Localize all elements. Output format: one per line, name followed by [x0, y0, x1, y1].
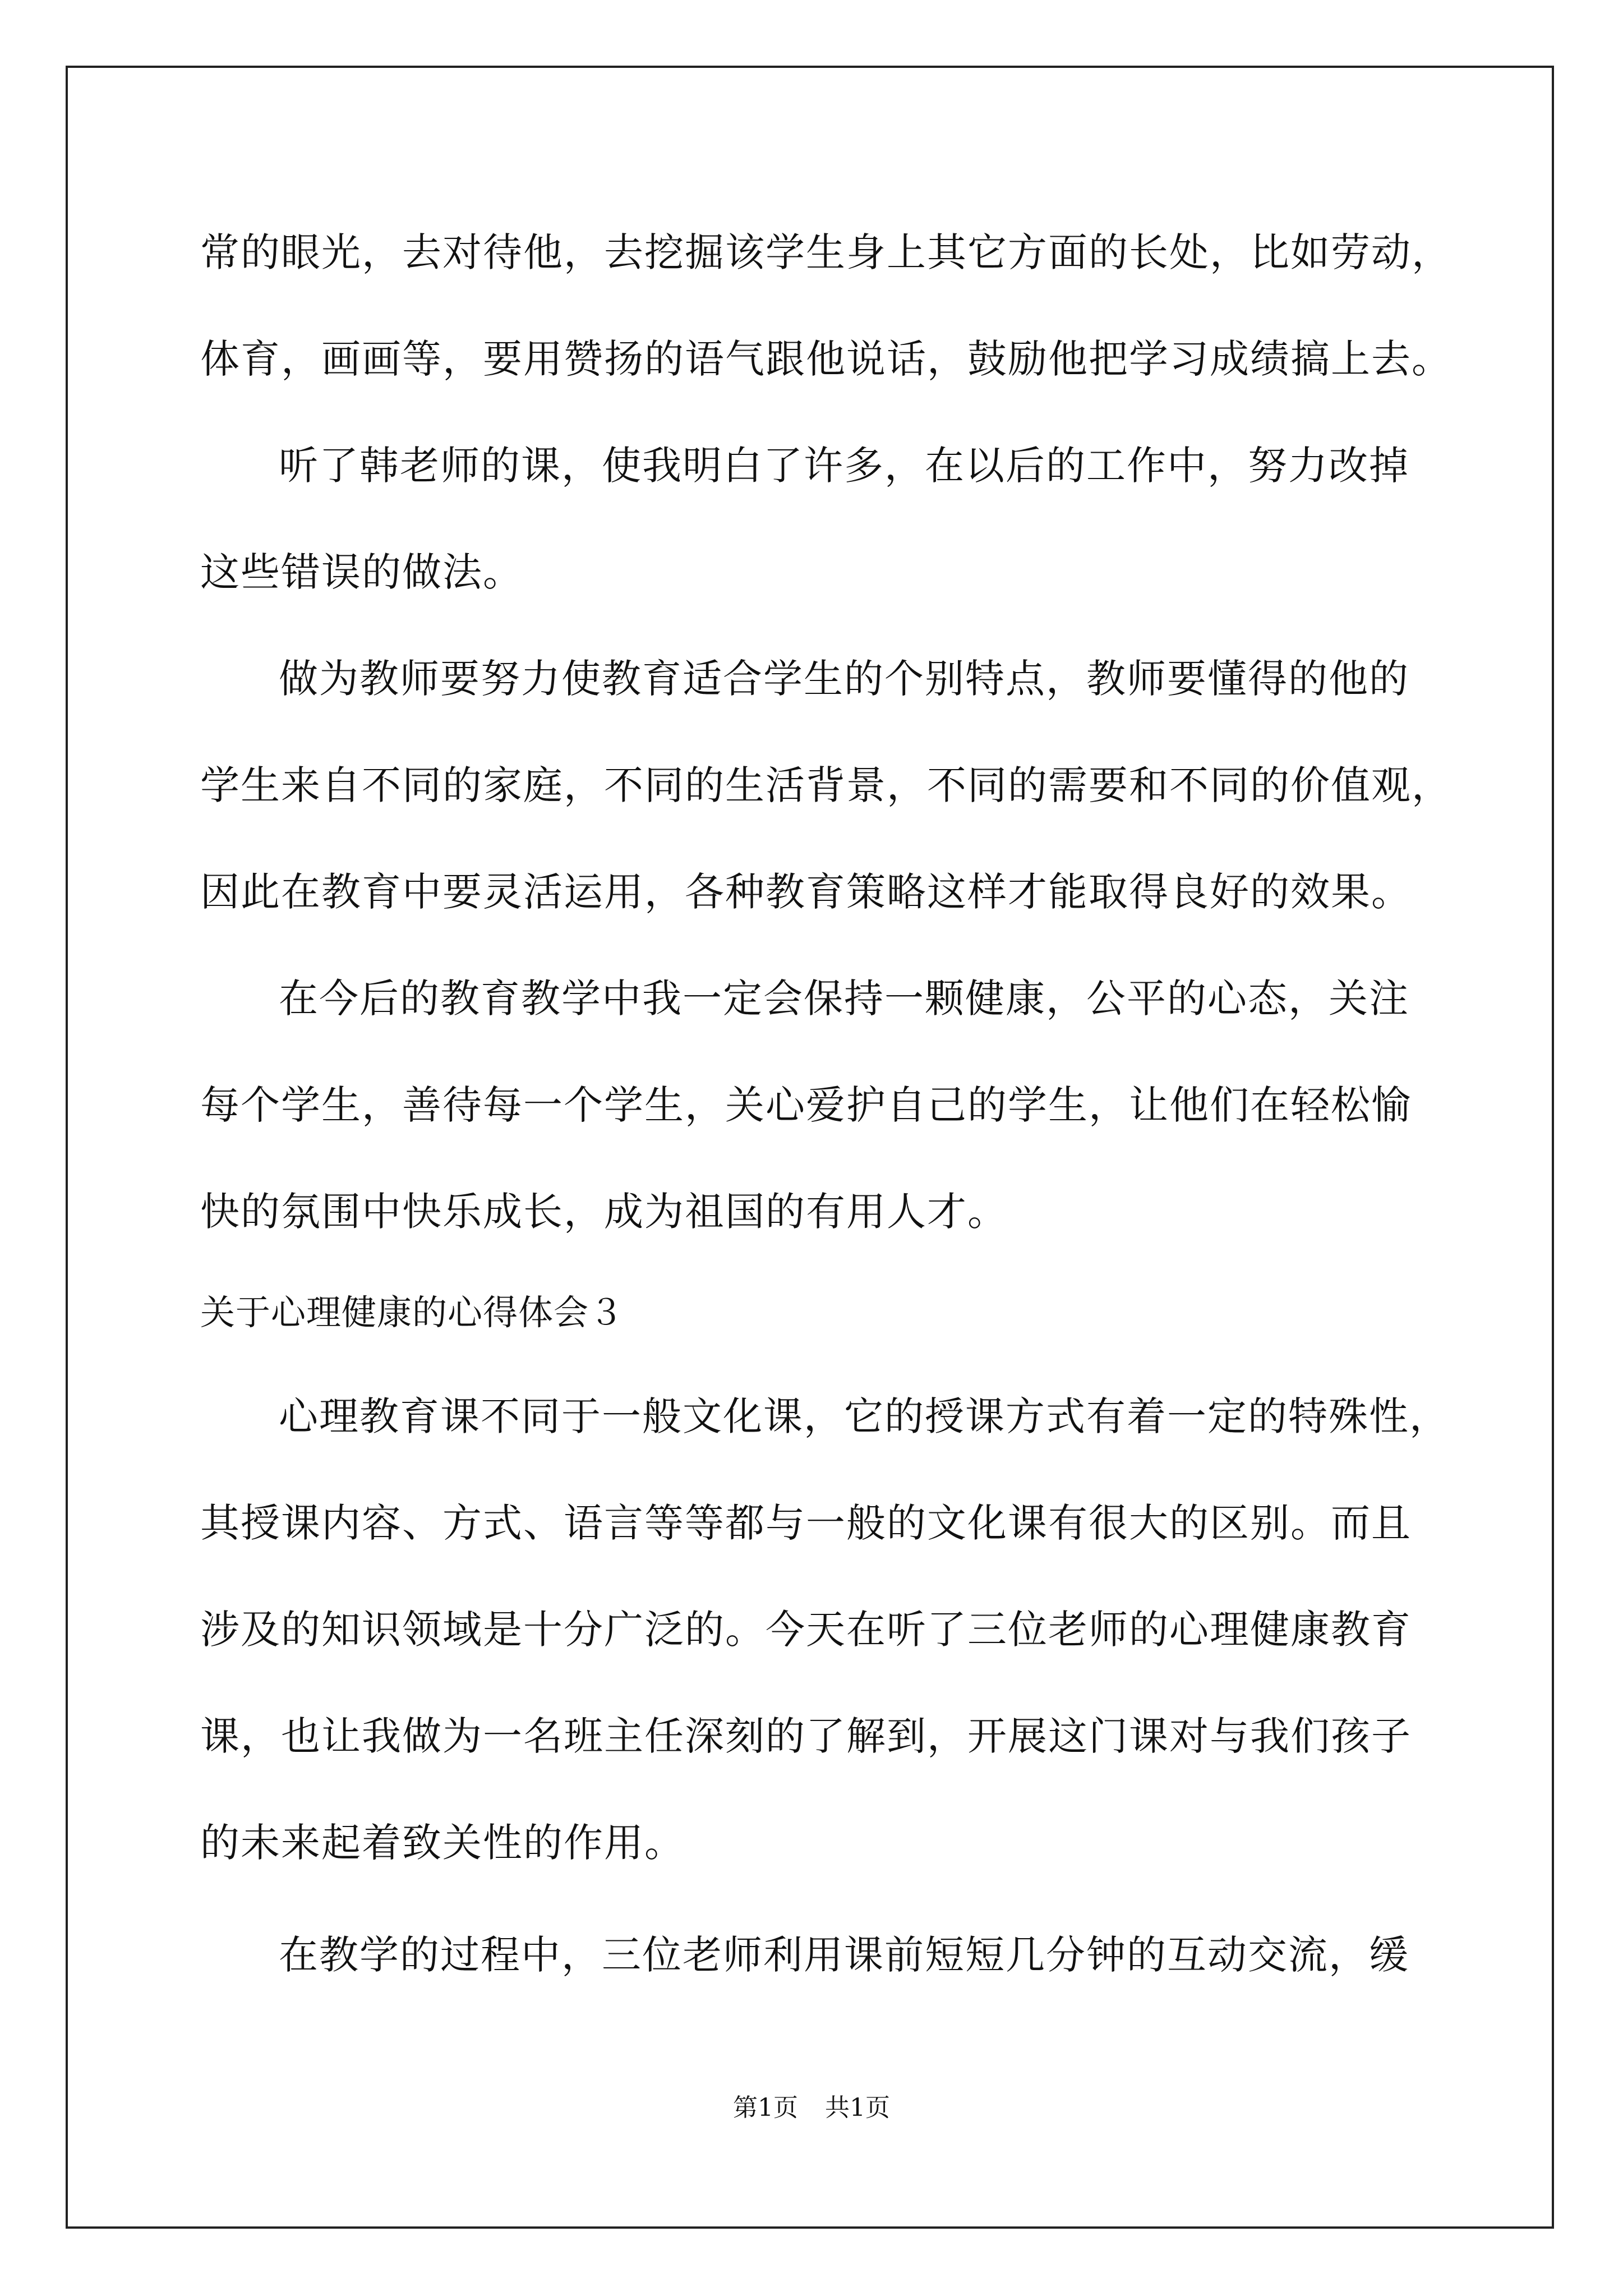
paragraph-line: 因此在教育中要灵活运用，各种教育策略这样才能取得良好的效果。	[200, 869, 1412, 915]
paragraph-line: 做为教师要努力使教育适合学生的个别特点，教师要懂得的他的	[279, 656, 1409, 702]
paragraph-line: 的未来起着致关性的作用。	[200, 1820, 685, 1866]
paragraph-line: 体育，画画等，要用赞扬的语气跟他说话，鼓励他把学习成绩搞上去。	[200, 336, 1452, 382]
page-border	[66, 66, 1554, 2229]
paragraph-line: 其授课内容、方式、语言等等都与一般的文化课有很大的区别。而且	[200, 1500, 1412, 1546]
paragraph-line: 涉及的知识领域是十分广泛的。今天在听了三位老师的心理健康教育	[200, 1607, 1412, 1653]
paragraph-line: 课，也让我做为一名班主任深刻的了解到，开展这门课对与我们孩子	[200, 1713, 1412, 1759]
paragraph-line: 在今后的教育教学中我一定会保持一颗健康，公平的心态，关注	[279, 976, 1409, 1022]
page-footer	[0, 2091, 1623, 2125]
paragraph-line: 常的眼光，去对待他，去挖掘该学生身上其它方面的长处，比如劳动，	[200, 229, 1452, 275]
paragraph-line: 每个学生，善待每一个学生，关心爱护自己的学生，让他们在轻松愉	[200, 1082, 1412, 1128]
page-number-total: 共1页	[825, 2093, 890, 2122]
paragraph-line: 心理教育课不同于一般文化课，它的授课方式有着一定的特殊性，	[279, 1393, 1450, 1439]
page-number-current: 第1页	[733, 2093, 798, 2122]
paragraph-line: 这些错误的做法。	[200, 549, 523, 595]
paragraph-line: 听了韩老师的课，使我明白了许多，在以后的工作中，努力改掉	[279, 443, 1409, 489]
paragraph-line: 学生来自不同的家庭，不同的生活背景，不同的需要和不同的价值观，	[200, 762, 1452, 808]
paragraph-line: 快的氛围中快乐成长，成为祖国的有用人才。	[200, 1189, 1008, 1235]
paragraph-line: 在教学的过程中，三位老师利用课前短短几分钟的互动交流，缓	[279, 1932, 1409, 1978]
section-heading: 关于心理健康的心得体会３	[200, 1292, 625, 1333]
